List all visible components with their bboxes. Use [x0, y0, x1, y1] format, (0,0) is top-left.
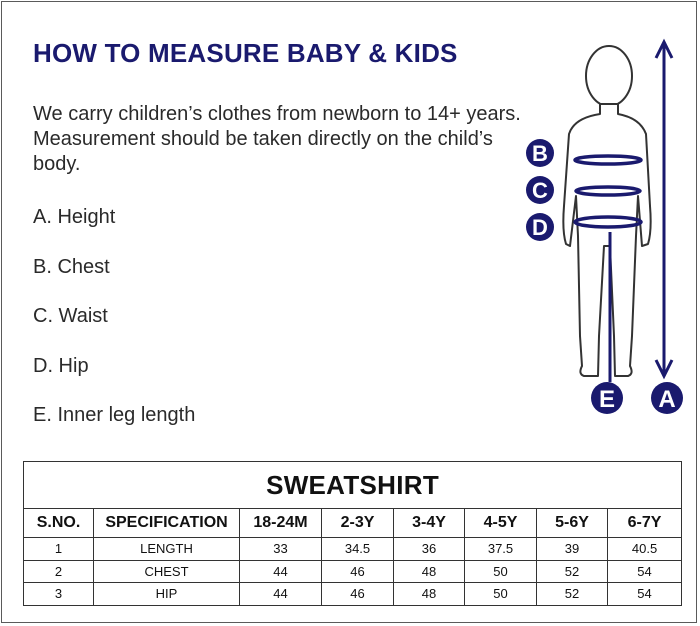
- measurement-item-chest: B. Chest: [33, 255, 110, 278]
- table-cell: 52: [537, 560, 608, 583]
- page-frame: [1, 1, 697, 623]
- table-header-row: [24, 509, 682, 538]
- table-cell: 50: [465, 583, 537, 606]
- table-cell: 40.5: [608, 538, 682, 561]
- table-cell: 1: [24, 538, 94, 561]
- header-specification: SPECIFICATION: [94, 509, 240, 538]
- table-row: [24, 538, 682, 561]
- table-cell: 46: [322, 560, 394, 583]
- table-cell: 2: [24, 560, 94, 583]
- table-cell: 54: [608, 560, 682, 583]
- table-cell: 50: [465, 560, 537, 583]
- header-size: 2-3Y: [322, 509, 394, 538]
- table-cell: HIP: [94, 583, 240, 606]
- table-title: SWEATSHIRT: [24, 462, 682, 509]
- marker-a: [651, 382, 683, 414]
- table-cell: 46: [322, 583, 394, 606]
- table-row: [24, 560, 682, 583]
- table-cell: LENGTH: [94, 538, 240, 561]
- table-cell: 3: [24, 583, 94, 606]
- marker-c: [526, 176, 554, 204]
- svg-text:A: A: [658, 386, 676, 413]
- measurement-list: [33, 204, 195, 452]
- marker-d: [526, 213, 554, 241]
- header-size: 18-24M: [240, 509, 322, 538]
- marker-e: [591, 382, 623, 414]
- marker-b: [526, 139, 554, 167]
- header-size: 3-4Y: [394, 509, 465, 538]
- table-cell: CHEST: [94, 560, 240, 583]
- measurement-item-height: A. Height: [33, 206, 116, 228]
- table-cell: 39: [537, 538, 608, 561]
- table-cell: 33: [240, 538, 322, 561]
- table-row: [24, 583, 682, 606]
- table-cell: 36: [394, 538, 465, 561]
- size-chart-table: [23, 461, 682, 606]
- table-cell: 54: [608, 583, 682, 606]
- svg-text:E: E: [598, 386, 616, 413]
- table-cell: 34.5: [322, 538, 394, 561]
- intro-text: We carry children’s clothes from newborn to 14+ years. Measurement should be taken directly on the child’s body.: [33, 103, 521, 175]
- page-title: HOW TO MEASURE BABY & KIDS: [33, 38, 458, 68]
- child-silhouette-icon: [514, 36, 694, 420]
- table-cell: 44: [240, 560, 322, 583]
- header-size: 4-5Y: [465, 509, 537, 538]
- head-shape: [586, 46, 632, 106]
- measurement-figure: [514, 36, 694, 420]
- svg-text:B: B: [532, 141, 548, 166]
- measurement-item-waist: C. Waist: [33, 305, 108, 328]
- table-cell: 52: [537, 583, 608, 606]
- table-cell: 48: [394, 583, 465, 606]
- height-arrow: [656, 42, 672, 376]
- header-size: 6-7Y: [608, 509, 682, 538]
- measurement-item-inner-leg: E. Inner leg length: [33, 404, 196, 427]
- header-sno: S.NO.: [24, 509, 94, 538]
- svg-text:C: C: [532, 178, 548, 203]
- table-cell: 37.5: [465, 538, 537, 561]
- body-shape: [563, 104, 650, 376]
- svg-text:D: D: [532, 215, 548, 240]
- table-cell: 48: [394, 560, 465, 583]
- header-size: 5-6Y: [537, 509, 608, 538]
- table-cell: 44: [240, 583, 322, 606]
- measurement-item-hip: D. Hip: [33, 354, 89, 377]
